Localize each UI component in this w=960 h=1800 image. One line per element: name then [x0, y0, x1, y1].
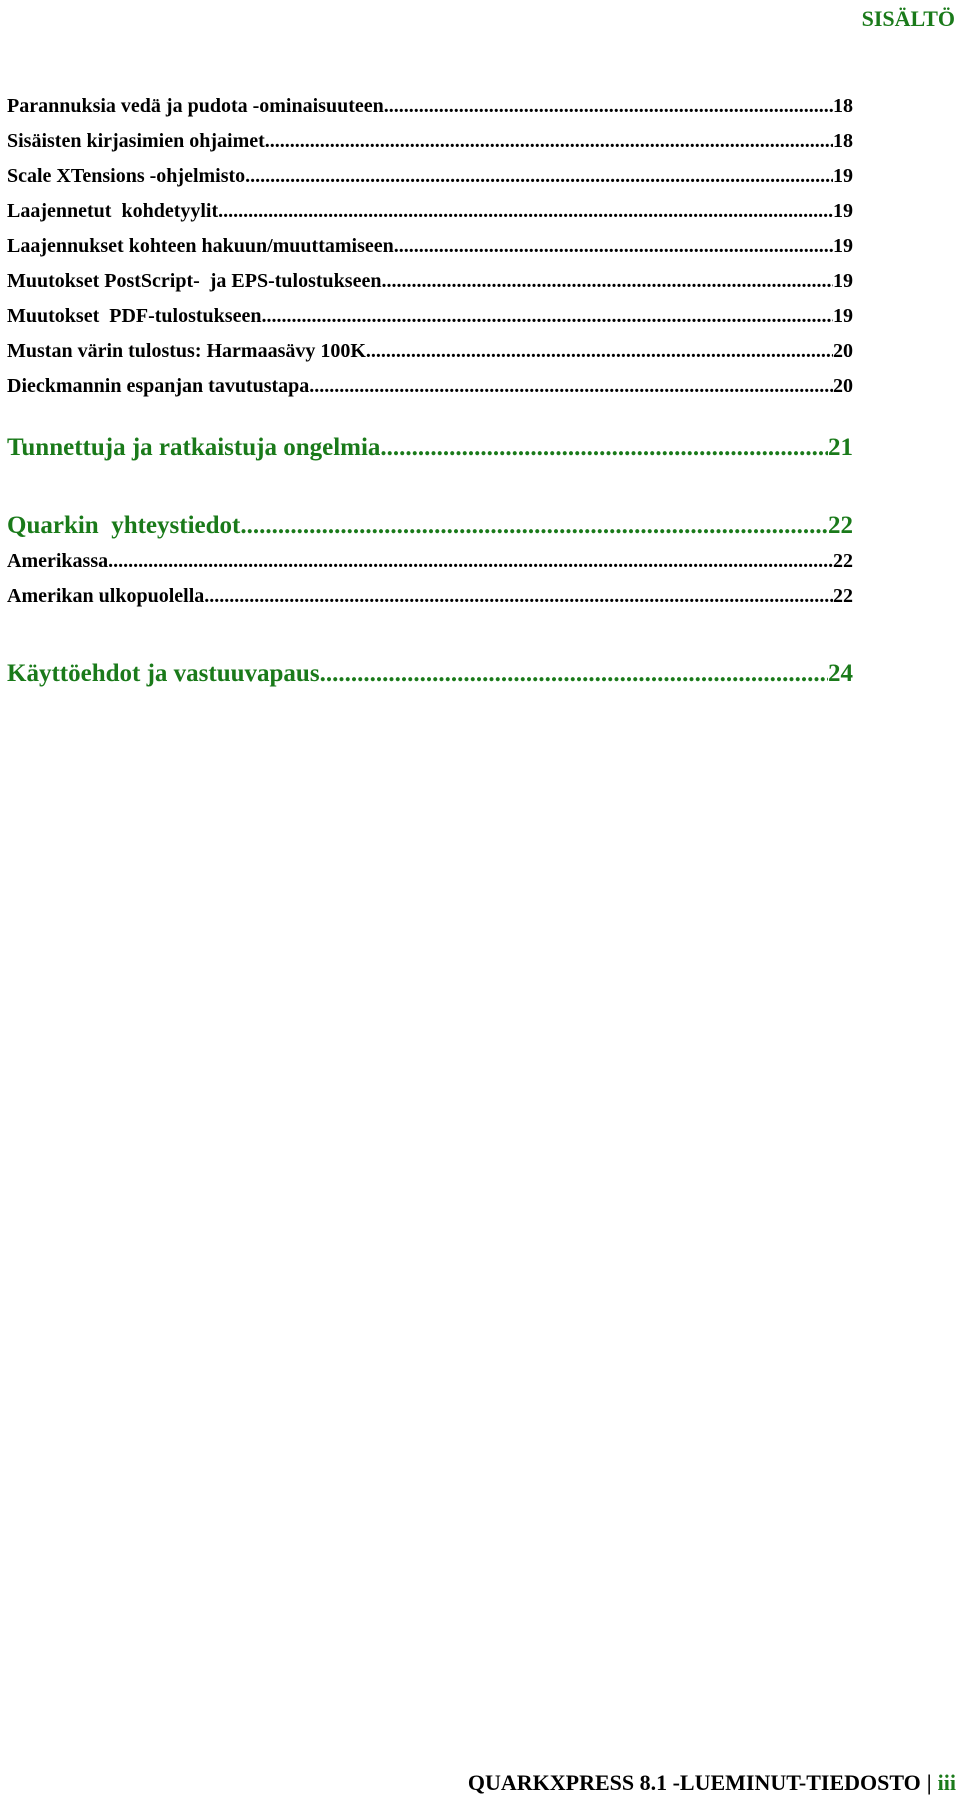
toc-leader-dots: [265, 124, 833, 159]
toc-entry-page: 18: [833, 95, 853, 117]
page-footer: [468, 1768, 956, 1798]
toc-entry-page: 20: [833, 375, 853, 397]
toc-entry-title: Laajennetut kohdetyylit: [7, 200, 219, 222]
toc-entry[interactable]: [7, 194, 853, 229]
toc-entry[interactable]: [7, 229, 853, 264]
toc-entry-title: Amerikan ulkopuolella: [7, 585, 205, 607]
toc-entry-page: 20: [833, 340, 853, 362]
toc-entry-page: 22: [833, 585, 853, 607]
section-title: SISÄLTÖ: [861, 6, 955, 31]
toc-chapter-entry[interactable]: [7, 430, 853, 466]
toc-entry[interactable]: [7, 369, 853, 404]
toc-entry-title: Parannuksia vedä ja pudota -ominaisuuteen: [7, 95, 384, 117]
toc-entry[interactable]: [7, 159, 853, 194]
toc-leader-dots: [240, 508, 828, 544]
toc-entry-title: Scale XTensions -ohjelmisto: [7, 165, 246, 187]
toc-entry[interactable]: [7, 124, 853, 159]
toc-entry-page: 19: [833, 235, 853, 257]
toc-leader-dots: [384, 89, 833, 124]
toc-spacer: [7, 614, 853, 656]
toc-chapter-page: 22: [828, 512, 853, 539]
toc-leader-dots: [381, 264, 833, 299]
toc-leader-dots: [261, 299, 833, 334]
toc-entry[interactable]: [7, 89, 853, 124]
toc-entry-page: 18: [833, 130, 853, 152]
toc-chapter-title: Quarkin yhteystiedot: [7, 512, 241, 539]
toc-chapter-page: 24: [828, 660, 853, 687]
toc-entry-title: Muutokset PDF-tulostukseen: [7, 305, 262, 327]
toc-entry-title: Amerikassa: [7, 550, 109, 572]
toc-entry-page: 19: [833, 270, 853, 292]
toc-entry-page: 19: [833, 165, 853, 187]
toc-entry[interactable]: [7, 334, 853, 369]
toc-entry[interactable]: [7, 264, 853, 299]
footer-document-title: QUARKXPRESS 8.1 -LUEMINUT-TIEDOSTO: [467, 1770, 921, 1795]
footer-separator: |: [926, 1770, 932, 1795]
toc-entry[interactable]: [7, 579, 853, 614]
toc-entry-title: Sisäisten kirjasimien ohjaimet: [7, 130, 265, 152]
toc-leader-dots: [218, 194, 833, 229]
toc-spacer: [7, 404, 853, 430]
toc-leader-dots: [394, 229, 833, 264]
toc-chapter-title: Tunnettuja ja ratkaistuja ongelmia: [7, 434, 381, 461]
toc-leader-dots: [309, 369, 833, 404]
toc-entry[interactable]: [7, 544, 853, 579]
footer-page-number: iii: [937, 1770, 956, 1795]
toc-entry-title: Mustan värin tulostus: Harmaasävy 100K: [7, 340, 366, 362]
toc-entry-title: Muutokset PostScript- ja EPS-tulostukseen: [7, 270, 382, 292]
toc-chapter-title: Käyttöehdot ja vastuuvapaus: [7, 660, 320, 687]
toc-entry-title: Dieckmannin espanjan tavutustapa: [7, 375, 310, 397]
toc-spacer: [7, 466, 853, 508]
toc-chapter-entry[interactable]: [7, 508, 853, 544]
toc-leader-dots: [108, 544, 833, 579]
toc-leader-dots: [366, 334, 833, 369]
toc-entry-page: 19: [833, 200, 853, 222]
toc-entry-page: 22: [833, 550, 853, 572]
toc-entry-title: Laajennukset kohteen hakuun/muuttamiseen: [7, 235, 394, 257]
toc-leader-dots: [204, 579, 833, 614]
toc-chapter-page: 21: [828, 434, 853, 461]
toc-leader-dots: [380, 430, 828, 466]
toc-chapter-entry[interactable]: [7, 656, 853, 692]
toc-leader-dots: [245, 159, 833, 194]
toc-leader-dots: [320, 656, 828, 692]
toc-entry[interactable]: [7, 299, 853, 334]
table-of-contents: [7, 89, 853, 692]
toc-entry-page: 19: [833, 305, 853, 327]
